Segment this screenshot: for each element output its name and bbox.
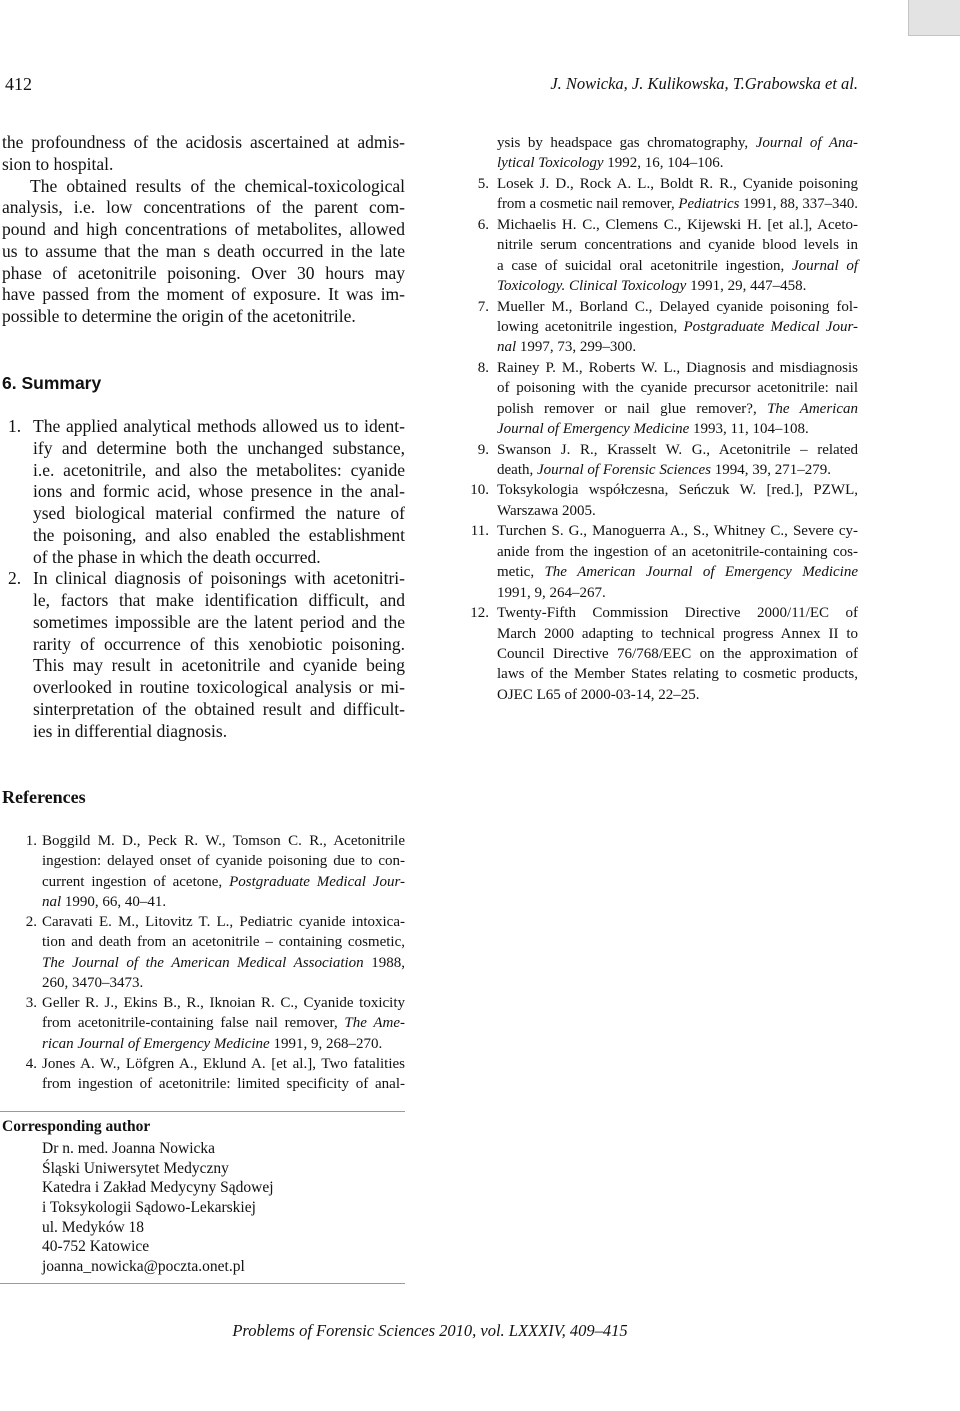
line-content <box>42 1074 405 1094</box>
italic-text: Journal of <box>791 257 858 274</box>
roman-text: Geller R. J., Ekins B., R., Iknoian R. C., Cyanide toxicity <box>42 995 405 1011</box>
line-content <box>42 872 405 892</box>
list-item-text <box>33 416 405 568</box>
line-content <box>497 603 858 623</box>
line-content <box>2 241 405 263</box>
roman-text: the poisoning, and also enabled the establishment <box>33 524 405 545</box>
roman-text: Swanson J. R., Krasselt W. G., Acetonitrile – related <box>497 441 858 458</box>
line-content <box>33 503 405 525</box>
line-content <box>497 337 636 357</box>
summary-list <box>0 416 405 742</box>
text-line <box>497 194 858 214</box>
text-line <box>497 276 858 296</box>
line-content <box>497 440 858 460</box>
list-item-text <box>497 215 858 297</box>
text-line <box>42 892 405 912</box>
text-line <box>33 547 405 569</box>
italic-text: Journal of Ana- <box>755 135 859 151</box>
line-content <box>33 568 405 590</box>
line-content <box>497 501 596 521</box>
list-item <box>0 912 405 993</box>
roman-text: phase of acetonitrile poisoning. Over 30 hours may <box>2 262 405 283</box>
roman-text: possible to determine the origin of the acetonitrile. <box>2 306 356 326</box>
line-content <box>33 416 405 438</box>
references-list-left-column <box>0 831 405 1094</box>
italic-text: nal <box>42 893 62 910</box>
list-item-number: 2. <box>8 568 22 589</box>
roman-text: laws of the Member States relating to cosmetic products, <box>497 666 858 683</box>
text-line <box>497 297 858 317</box>
roman-text: of poisoning with the cyanide precursor acetonitrile: nail <box>497 380 858 397</box>
line-content <box>42 1198 256 1218</box>
italic-text: The American <box>767 400 858 417</box>
line-content <box>33 438 405 460</box>
italic-text: Postgraduate Medical Jour- <box>229 873 405 890</box>
text-line <box>497 215 858 235</box>
roman-text: le, factors that make identification difficult, and <box>33 590 405 610</box>
list-item-text <box>497 174 858 215</box>
roman-text: Rainey P. M., Roberts W. L., Diagnosis and misdiagnosis <box>497 359 858 376</box>
list-item-number: 11. <box>470 523 489 540</box>
line-content <box>2 132 405 154</box>
line-content <box>497 685 700 705</box>
line-content <box>33 612 405 634</box>
roman-text: from a cosmetic nail remover, <box>497 196 679 213</box>
line-content <box>42 1013 405 1033</box>
roman-text: March 2000 adapting to technical progress Annex II to <box>497 625 858 642</box>
text-line <box>33 568 405 590</box>
line-content <box>30 176 405 198</box>
list-item-text <box>497 603 858 705</box>
list-item-number: 8. <box>477 359 489 376</box>
roman-text: 1994, 39, 271–279. <box>710 462 831 478</box>
roman-text: ul. Medyków 18 <box>42 1218 145 1236</box>
roman-text: current ingestion of acetone, <box>42 873 230 890</box>
text-line <box>2 219 405 241</box>
text-line <box>42 932 405 952</box>
line-content <box>497 521 858 541</box>
text-line <box>42 1054 405 1074</box>
text-line <box>2 306 405 328</box>
divider-line <box>0 1111 405 1112</box>
roman-text: 1990, 66, 40–41. <box>61 893 167 910</box>
italic-text: rican Journal of Emergency Medicine <box>42 1035 270 1052</box>
line-content <box>497 480 858 500</box>
roman-text: anide from the ingestion of an acetonitrile-containing cos- <box>497 543 858 560</box>
text-line <box>497 521 858 541</box>
text-line <box>497 153 858 173</box>
references-list-right-column <box>470 133 858 705</box>
line-content <box>42 1178 274 1198</box>
text-line <box>33 503 405 525</box>
text-line <box>33 677 405 699</box>
line-content <box>497 317 858 337</box>
text-line <box>497 501 858 521</box>
text-line <box>42 1257 405 1277</box>
line-content <box>33 721 227 743</box>
roman-text: The obtained results of the chemical-toxicological <box>30 175 405 196</box>
line-content <box>2 306 356 328</box>
section-heading-summary: 6. Summary <box>2 373 102 393</box>
roman-text: 1997, 73, 299–300. <box>516 339 637 356</box>
running-header-authors: J. Nowicka, J. Kulikowska, T.Grabowska et al. <box>550 74 858 93</box>
text-line <box>497 235 858 255</box>
text-line <box>497 480 858 500</box>
text-line <box>33 525 405 547</box>
journal-footer-citation: Problems of Forensic Sciences 2010, vol. LXXXIV, 409–415 <box>232 1321 628 1340</box>
roman-text: Turchen S. G., Manoguerra A., S., Whitney C., Severe cy- <box>497 523 858 540</box>
text-line <box>497 685 858 705</box>
roman-text: death, <box>497 462 537 478</box>
italic-text: Journal of Emergency Medicine <box>497 421 690 438</box>
roman-text: 1991, 88, 337–340. <box>739 196 858 213</box>
text-line <box>42 993 405 1013</box>
roman-text: have passed from the moment of exposure. It was im- <box>2 284 405 305</box>
line-content <box>497 235 858 255</box>
roman-text: sion to hospital. <box>2 153 114 174</box>
roman-text: Losek J. D., Rock A. L., Boldt R. R., Cyanide poisoning <box>497 175 858 192</box>
list-item-text <box>42 1054 405 1095</box>
text-line <box>497 460 858 480</box>
roman-text: ysis by headspace gas chromatography, <box>497 135 756 151</box>
text-line <box>2 263 405 285</box>
line-content <box>2 197 405 219</box>
text-line <box>2 197 405 219</box>
roman-text: Dr n. med. Joanna Nowicka <box>42 1140 216 1157</box>
list-item-number: 12. <box>470 605 489 622</box>
text-line <box>497 664 858 684</box>
list-item-text <box>42 912 405 993</box>
roman-text: overlooked in routine toxicological analysis or mi- <box>33 677 405 697</box>
roman-text: Council Directive 76/768/EEC on the approximation of <box>497 645 858 662</box>
roman-text: i Toksykologii Sądowo-Lekarskiej <box>42 1199 256 1217</box>
list-item <box>470 440 858 481</box>
text-line <box>497 174 858 194</box>
line-content <box>2 219 405 241</box>
list-item-text <box>42 993 405 1054</box>
list-item <box>0 568 405 742</box>
list-item-number: 9. <box>477 441 489 458</box>
list-item <box>470 215 858 297</box>
roman-text: a case of suicidal oral acetonitrile ingestion, <box>497 257 792 274</box>
line-content <box>33 677 405 699</box>
list-item <box>0 831 405 912</box>
text-line <box>42 1178 405 1198</box>
line-content <box>497 378 858 398</box>
line-content <box>42 912 405 932</box>
italic-text: The Journal of the American Medical Association <box>42 954 364 971</box>
roman-text: Mueller M., Borland C., Delayed cyanide poisoning fol- <box>497 298 858 315</box>
text-line <box>42 912 405 932</box>
line-content <box>42 1218 144 1238</box>
text-line <box>497 378 858 398</box>
line-content <box>497 664 858 684</box>
paragraph <box>2 176 405 328</box>
line-content <box>33 525 405 547</box>
roman-text: Katedra i Zakład Medycyny Sądowej <box>42 1179 274 1197</box>
list-item <box>0 416 405 568</box>
roman-text: ies in differential diagnosis. <box>33 720 228 741</box>
roman-text: This may result in acetonitrile and cyanide being <box>33 655 405 676</box>
line-content <box>497 419 809 439</box>
list-item-number: 7. <box>477 298 489 315</box>
roman-text: of the phase in which the death occurred. <box>33 546 321 567</box>
text-line <box>33 481 405 503</box>
list-item-number: 2. <box>25 914 37 930</box>
list-item-text <box>497 133 858 174</box>
roman-text: ysed biological material confirmed the nature of <box>33 503 405 523</box>
line-content <box>42 1054 405 1074</box>
line-content <box>42 953 405 973</box>
roman-text: from acetonitrile-containing false nail remover, <box>42 1015 345 1032</box>
italic-text: Pediatrics <box>678 196 740 213</box>
roman-text: polish remover or nail glue remover?, <box>497 400 768 417</box>
list-item <box>0 993 405 1054</box>
italic-text: The American Journal of Emergency Medicine <box>544 564 858 581</box>
text-line <box>497 440 858 460</box>
line-content <box>497 644 858 664</box>
text-line <box>42 831 405 851</box>
line-content <box>42 932 405 952</box>
line-content <box>497 583 606 603</box>
text-line <box>42 1013 405 1033</box>
text-line <box>33 460 405 482</box>
list-item-number: 5. <box>477 175 489 192</box>
text-line <box>33 655 405 677</box>
text-line <box>497 419 858 439</box>
text-line <box>33 416 405 438</box>
text-line <box>497 603 858 623</box>
line-content <box>33 590 405 612</box>
list-item <box>470 603 858 705</box>
line-content <box>2 263 405 285</box>
roman-text: lowing acetonitrile ingestion, <box>497 318 684 335</box>
roman-text: Warszawa 2005. <box>497 502 596 519</box>
line-content <box>497 133 858 153</box>
line-content <box>42 1257 245 1277</box>
list-item-text <box>497 358 858 440</box>
list-item-text <box>42 831 405 912</box>
list-item-text <box>497 480 858 521</box>
line-content <box>497 562 858 582</box>
line-content <box>2 284 405 306</box>
line-content <box>497 153 724 173</box>
text-line <box>33 590 405 612</box>
roman-text: ions and formic acid, whose presence in the anal- <box>33 481 405 502</box>
list-item <box>470 297 858 358</box>
italic-text: lytical Toxicology <box>497 155 604 172</box>
roman-text: ify and determine both the unchanged substance, <box>33 437 405 458</box>
text-line <box>497 583 858 603</box>
roman-text: from ingestion of acetonitrile: limited specificity of anal- <box>42 1076 405 1092</box>
text-line <box>42 1074 405 1094</box>
text-line <box>497 399 858 419</box>
text-line <box>33 438 405 460</box>
italic-text: Journal of Forensic Sciences <box>536 462 711 478</box>
text-line <box>42 973 405 993</box>
text-line <box>497 256 858 276</box>
line-content <box>33 460 405 482</box>
references-heading: References <box>2 787 86 807</box>
roman-text: 1988, <box>363 954 406 971</box>
list-item-number: 1. <box>8 416 22 436</box>
text-line <box>42 1139 405 1159</box>
roman-text: OJEC L65 of 2000-03-14, 22–25. <box>497 686 700 703</box>
list-item <box>470 521 858 603</box>
text-line <box>497 624 858 644</box>
line-content <box>497 460 831 480</box>
roman-text: rarity of occurrence of this xenobiotic poisoning. <box>33 633 405 654</box>
text-line <box>42 1159 405 1179</box>
roman-text: 1991, 9, 264–267. <box>497 584 606 601</box>
roman-text: The applied analytical methods allowed us to ident- <box>33 416 405 436</box>
list-item <box>470 480 858 521</box>
line-content <box>42 1034 382 1054</box>
line-content <box>33 655 405 677</box>
list-item <box>470 174 858 215</box>
line-content <box>42 892 166 912</box>
text-line <box>30 176 405 198</box>
line-content <box>497 542 858 562</box>
text-line <box>497 358 858 378</box>
text-line <box>42 1034 405 1054</box>
line-content <box>33 699 405 721</box>
line-content <box>42 831 405 851</box>
roman-text: In clinical diagnosis of poisonings with acetonitri- <box>33 568 405 589</box>
roman-text: the profoundness of the acidosis ascertained at admis- <box>2 132 405 152</box>
list-item-number: 6. <box>477 216 489 233</box>
roman-text: 1992, 16, 104–106. <box>603 155 724 172</box>
roman-text: 260, 3470–3473. <box>42 974 144 991</box>
italic-text: The Ame- <box>344 1015 405 1032</box>
corresponding-author-heading: Corresponding author <box>2 1118 151 1135</box>
roman-text: sometimes impossible are the latent period and the <box>33 611 405 632</box>
text-line <box>42 1218 405 1238</box>
italic-text: Toxicology. Clinical Toxicology <box>497 278 687 295</box>
roman-text: joanna_nowicka@poczta.onet.pl <box>42 1258 245 1276</box>
text-line <box>2 241 405 263</box>
roman-text: us to assume that the man s death occurred in the late <box>2 240 405 261</box>
text-line <box>33 699 405 721</box>
text-line <box>33 721 405 743</box>
text-line <box>497 542 858 562</box>
list-item-number: 3. <box>25 995 37 1011</box>
line-content <box>33 547 321 569</box>
list-item-number: 1. <box>25 833 37 849</box>
list-item <box>470 133 858 174</box>
line-content <box>497 194 858 214</box>
roman-text: Boggild M. D., Peck R. W., Tomson C. R., Acetonitrile <box>42 833 405 849</box>
page-number: 412 <box>5 74 32 94</box>
left-column-body <box>2 132 405 328</box>
roman-text: pound and high concentrations of metabolites, allowed <box>2 219 405 239</box>
line-content <box>42 1237 149 1257</box>
text-line <box>42 1237 405 1257</box>
page-corner-tab <box>908 0 960 36</box>
line-content <box>497 358 858 378</box>
line-content <box>42 993 405 1013</box>
line-content <box>42 851 405 871</box>
roman-text: 1993, 11, 104–108. <box>689 421 809 438</box>
roman-text: 40-752 Katowice <box>42 1238 150 1256</box>
line-content <box>33 481 405 503</box>
italic-text: Postgraduate Medical Jour- <box>683 318 858 335</box>
text-line <box>497 644 858 664</box>
list-item-text <box>497 297 858 358</box>
line-content <box>497 624 858 644</box>
roman-text: sinterpretation of the obtained result and difficult- <box>33 698 405 719</box>
line-content <box>42 1159 229 1179</box>
roman-text: Jones A. W., Löfgren A., Eklund A. [et al.], Two fatalities <box>42 1055 405 1072</box>
list-item <box>0 1054 405 1095</box>
line-content <box>42 1139 215 1159</box>
line-content <box>2 154 113 176</box>
roman-text: Caravati E. M., Litovitz T. L., Pediatric cyanide intoxica- <box>42 914 405 930</box>
list-item <box>470 358 858 440</box>
text-line <box>497 562 858 582</box>
line-content <box>497 174 858 194</box>
roman-text: Michaelis H. C., Clemens C., Kijewski H. [et al.], Aceto- <box>497 216 858 233</box>
roman-text: analysis, i.e. low concentrations of the parent com- <box>2 197 405 218</box>
line-content <box>497 215 858 235</box>
list-item-text <box>497 521 858 603</box>
line-content <box>33 634 405 656</box>
line-content <box>497 276 806 296</box>
roman-text: tion and death from an acetonitrile – containing cosmetic, <box>42 934 405 951</box>
list-item-text <box>33 568 405 742</box>
list-item-number: 4. <box>25 1055 37 1072</box>
text-line <box>2 154 405 176</box>
italic-text: nal <box>497 339 517 356</box>
roman-text: Toksykologia współczesna, Seńczuk W. [red.], PZWL, <box>497 482 858 499</box>
line-content <box>497 297 858 317</box>
roman-text: nitrile serum concentrations and cyanide blood levels in <box>497 237 858 254</box>
corresponding-author-address <box>42 1139 405 1277</box>
text-line <box>497 133 858 153</box>
paragraph <box>2 132 405 176</box>
list-item-text <box>497 440 858 481</box>
roman-text: 1991, 29, 447–458. <box>686 278 807 295</box>
roman-text: i.e. acetonitrile, and also the metabolites: cyanide <box>33 459 405 480</box>
text-line <box>497 317 858 337</box>
text-line <box>497 337 858 357</box>
text-line <box>33 634 405 656</box>
line-content <box>497 256 858 276</box>
line-content <box>42 973 143 993</box>
text-line <box>42 872 405 892</box>
text-line <box>2 132 405 154</box>
text-line <box>42 851 405 871</box>
roman-text: 1991, 9, 268–270. <box>269 1035 383 1052</box>
roman-text: metic, <box>497 564 545 581</box>
text-line <box>2 284 405 306</box>
roman-text: Śląski Uniwersytet Medyczny <box>42 1159 229 1177</box>
list-item-number: 10. <box>470 482 489 499</box>
divider-line <box>0 1283 405 1284</box>
text-line <box>42 953 405 973</box>
roman-text: ingestion: delayed onset of cyanide poisoning due to con- <box>42 853 405 870</box>
roman-text: Twenty-Fifth Commission Directive 2000/11/EC of <box>497 605 858 622</box>
text-line <box>33 612 405 634</box>
line-content <box>497 399 858 419</box>
text-line <box>42 1198 405 1218</box>
